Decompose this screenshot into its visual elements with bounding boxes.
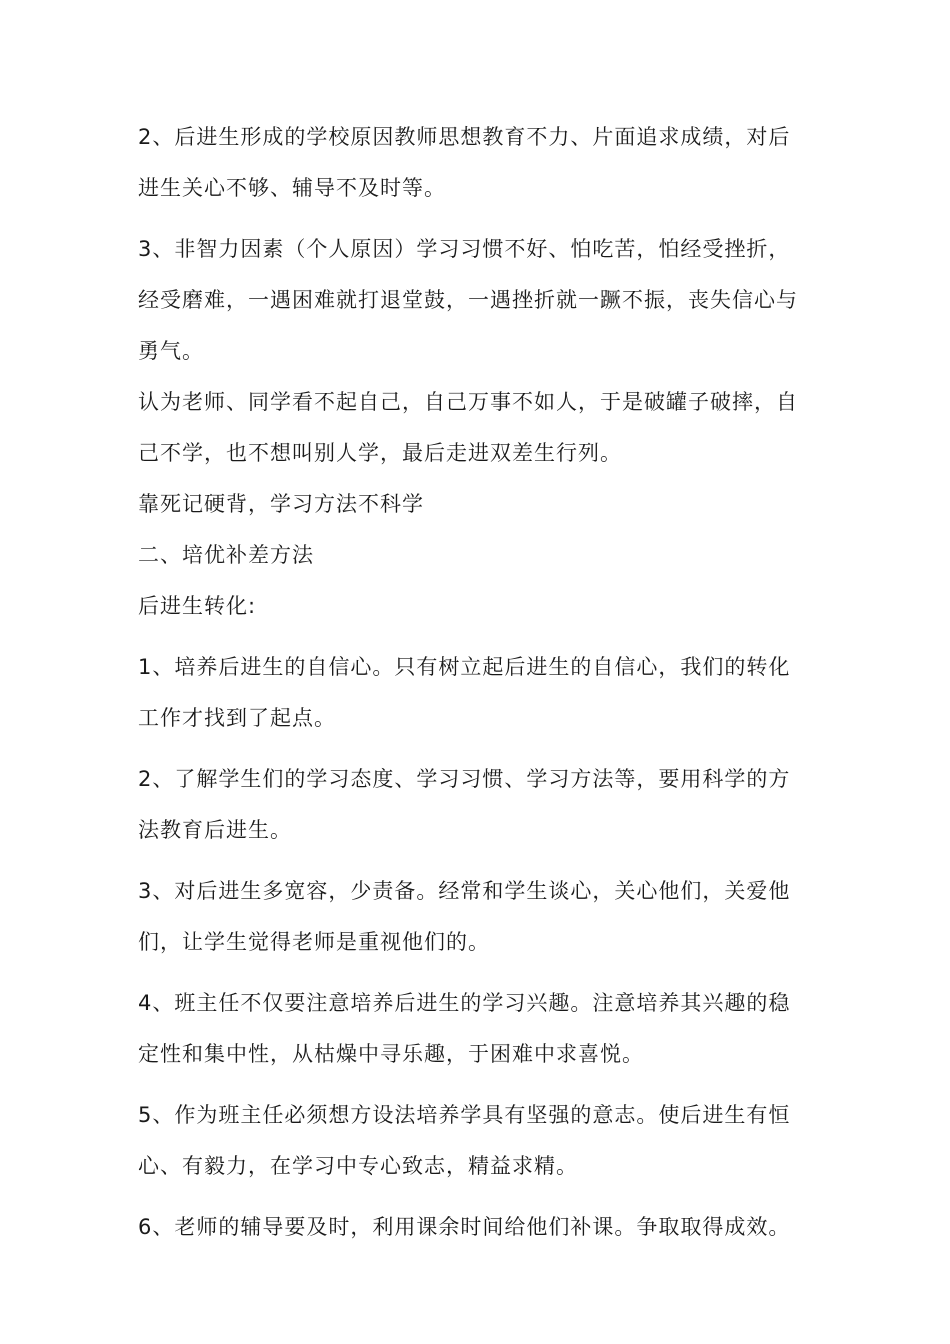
- section-heading-methods: 二、培优补差方法: [138, 543, 314, 567]
- paragraph-cause-school: 2、后进生形成的学校原因教师思想教育不力、片面追求成绩，对后进生关心不够、辅导不及时等。: [138, 125, 791, 200]
- paragraph-method-6: 6、老师的辅导要及时，利用课余时间给他们补课。争取取得成效。: [138, 1215, 791, 1239]
- subheading-transformation: 后进生转化:: [138, 594, 257, 618]
- paragraph-method-5: 5、作为班主任必须想方设法培养学具有坚强的意志。使后进生有恒心、有毅力，在学习中专心致志，精益求精。: [138, 1103, 791, 1178]
- paragraph-method-2: 2、了解学生们的学习态度、学习习惯、学习方法等，要用科学的方法教育后进生。: [138, 767, 791, 842]
- paragraph-method-1: 1、培养后进生的自信心。只有树立起后进生的自信心，我们的转化工作才找到了起点。: [138, 655, 791, 730]
- paragraph-self-esteem: 认为老师、同学看不起自己，自己万事不如人，于是破罐子破摔，自己不学，也不想叫别人学，最后走进双差生行列。: [138, 390, 798, 465]
- document-body: [138, 112, 810, 1253]
- paragraph-rote-learning: 靠死记硬背，学习方法不科学: [138, 492, 424, 516]
- paragraph-cause-non-intellectual: 3、非智力因素（个人原因）学习习惯不好、怕吃苦，怕经受挫折，经受磨难，一遇困难就打退堂鼓，一遇挫折就一蹶不振，丧失信心与勇气。: [138, 237, 798, 363]
- paragraph-method-4: 4、班主任不仅要注意培养后进生的学习兴趣。注意培养其兴趣的稳定性和集中性，从枯燥中寻乐趣，于困难中求喜悦。: [138, 991, 791, 1066]
- paragraph-method-3: 3、对后进生多宽容，少责备。经常和学生谈心，关心他们，关爱他们，让学生觉得老师是重视他们的。: [138, 879, 791, 954]
